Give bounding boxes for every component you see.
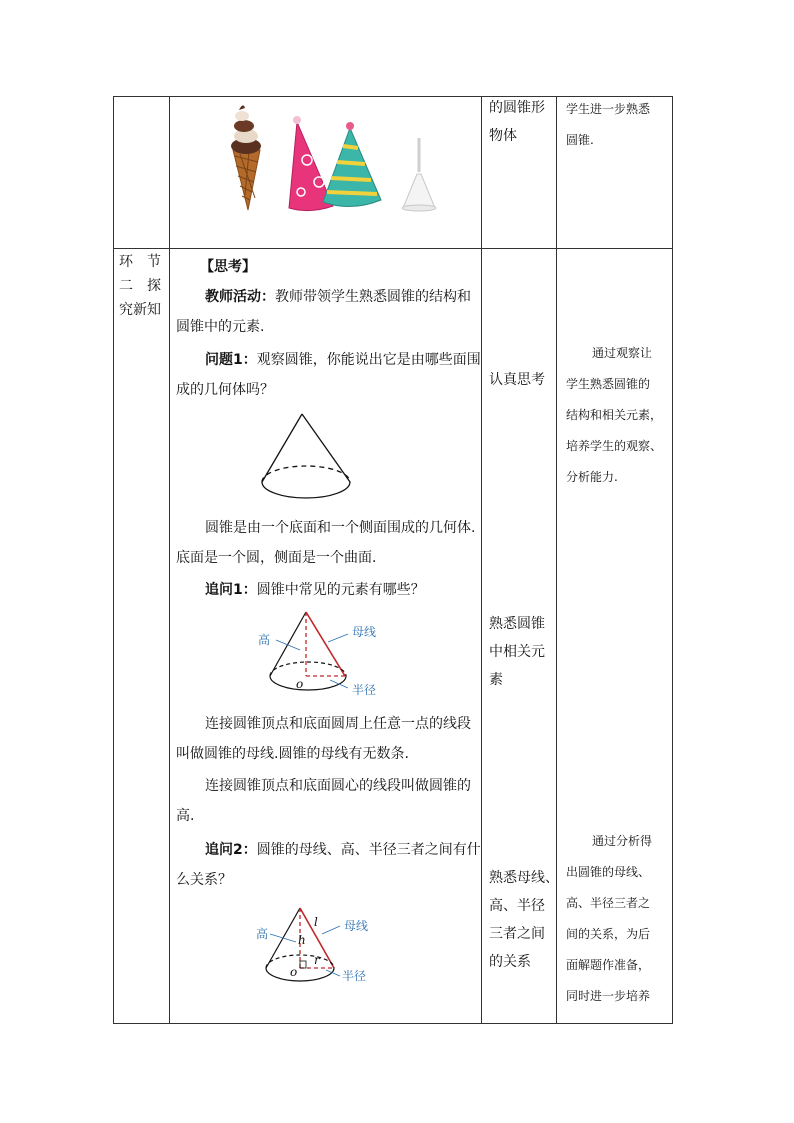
fig3-radius-label: 半径 (342, 969, 367, 983)
student-activity-think: 认真思考 (489, 372, 545, 388)
fig2-generatrix-label: 母线 (352, 625, 377, 639)
definition-generatrix-2: 叫做圆锥的母线.圆锥的母线有无数条. (176, 746, 409, 762)
cone-objects-illustration (215, 100, 455, 215)
table-left-border (113, 96, 114, 1024)
table-right-border (672, 96, 673, 1024)
fig3-generatrix-label: 母线 (344, 919, 369, 933)
glass-funnel (402, 138, 436, 211)
fig2-center-label: o (296, 677, 304, 691)
student-activity-relation: 熟悉母线、 高、半径 三者之间 的关系 (489, 870, 559, 970)
question-1-cont: 成的几何体吗？ (176, 382, 274, 398)
definition-generatrix-1: 连接圆锥顶点和底面圆周上任意一点的线段 (205, 716, 471, 732)
think-heading: 【思考】 (200, 259, 256, 275)
question-1: 问题1：观察圆锥，你能说出它是由哪些面围 (205, 352, 481, 368)
definition-height-1: 连接圆锥顶点和底面圆心的线段叫做圆锥的 (205, 778, 471, 794)
col4-top-text: 学生进一步熟悉 圆锥. (566, 102, 651, 147)
fig3-center-label: o (290, 965, 298, 979)
party-hat-teal-striped (323, 122, 381, 207)
fig3-h-label: h (298, 933, 306, 947)
ice-cream-cone (231, 105, 261, 210)
fig3-height-label: 高 (256, 927, 269, 941)
table-col-divider-2 (481, 96, 482, 1024)
table-bottom-border (113, 1023, 673, 1024)
fig3-r-label: r (314, 953, 320, 967)
follow-up-2: 追问2：圆锥的母线、高、半径三者之间有什 (205, 842, 481, 858)
follow-up-1: 追问1：圆锥中常见的元素有哪些？ (205, 582, 425, 598)
fig2-height-label: 高 (258, 633, 271, 647)
table-row-divider (113, 248, 673, 249)
answer-1-line1: 圆锥是由一个底面和一个侧面围成的几何体. (205, 520, 476, 536)
table-col-divider-1 (169, 96, 170, 1024)
col3-top-text: 的圆锥形 物体 (489, 100, 545, 144)
cone-figure-plain (258, 410, 358, 505)
design-intent-observe: 通过观察让 学生熟悉圆锥的 结构和相关元素， 培养学生的观察、 分析能力. (566, 346, 663, 484)
teacher-activity: 教师活动：教师带领学生熟悉圆锥的结构和 (205, 289, 471, 305)
fig3-l-label: l (314, 915, 318, 929)
student-activity-elements: 熟悉圆锥 中相关元 素 (489, 616, 545, 688)
design-intent-analyze: 通过分析得 出圆锥的母线、 高、半径三者之 间的关系，为后 面解题作准备， 同时进一步培养 (566, 834, 653, 1003)
teacher-activity-cont: 圆锥中的元素. (176, 319, 265, 335)
section-label: 环 节 二 探 究新知 (119, 254, 161, 318)
definition-height-2: 高. (176, 808, 195, 824)
fig2-radius-label: 半径 (352, 683, 377, 697)
answer-1-line2: 底面是一个圆，侧面是一个曲面. (176, 550, 377, 566)
cone-figure-labeled (250, 608, 390, 703)
cone-figure-hlr (250, 904, 390, 994)
follow-up-2-cont: 么关系？ (176, 872, 232, 888)
